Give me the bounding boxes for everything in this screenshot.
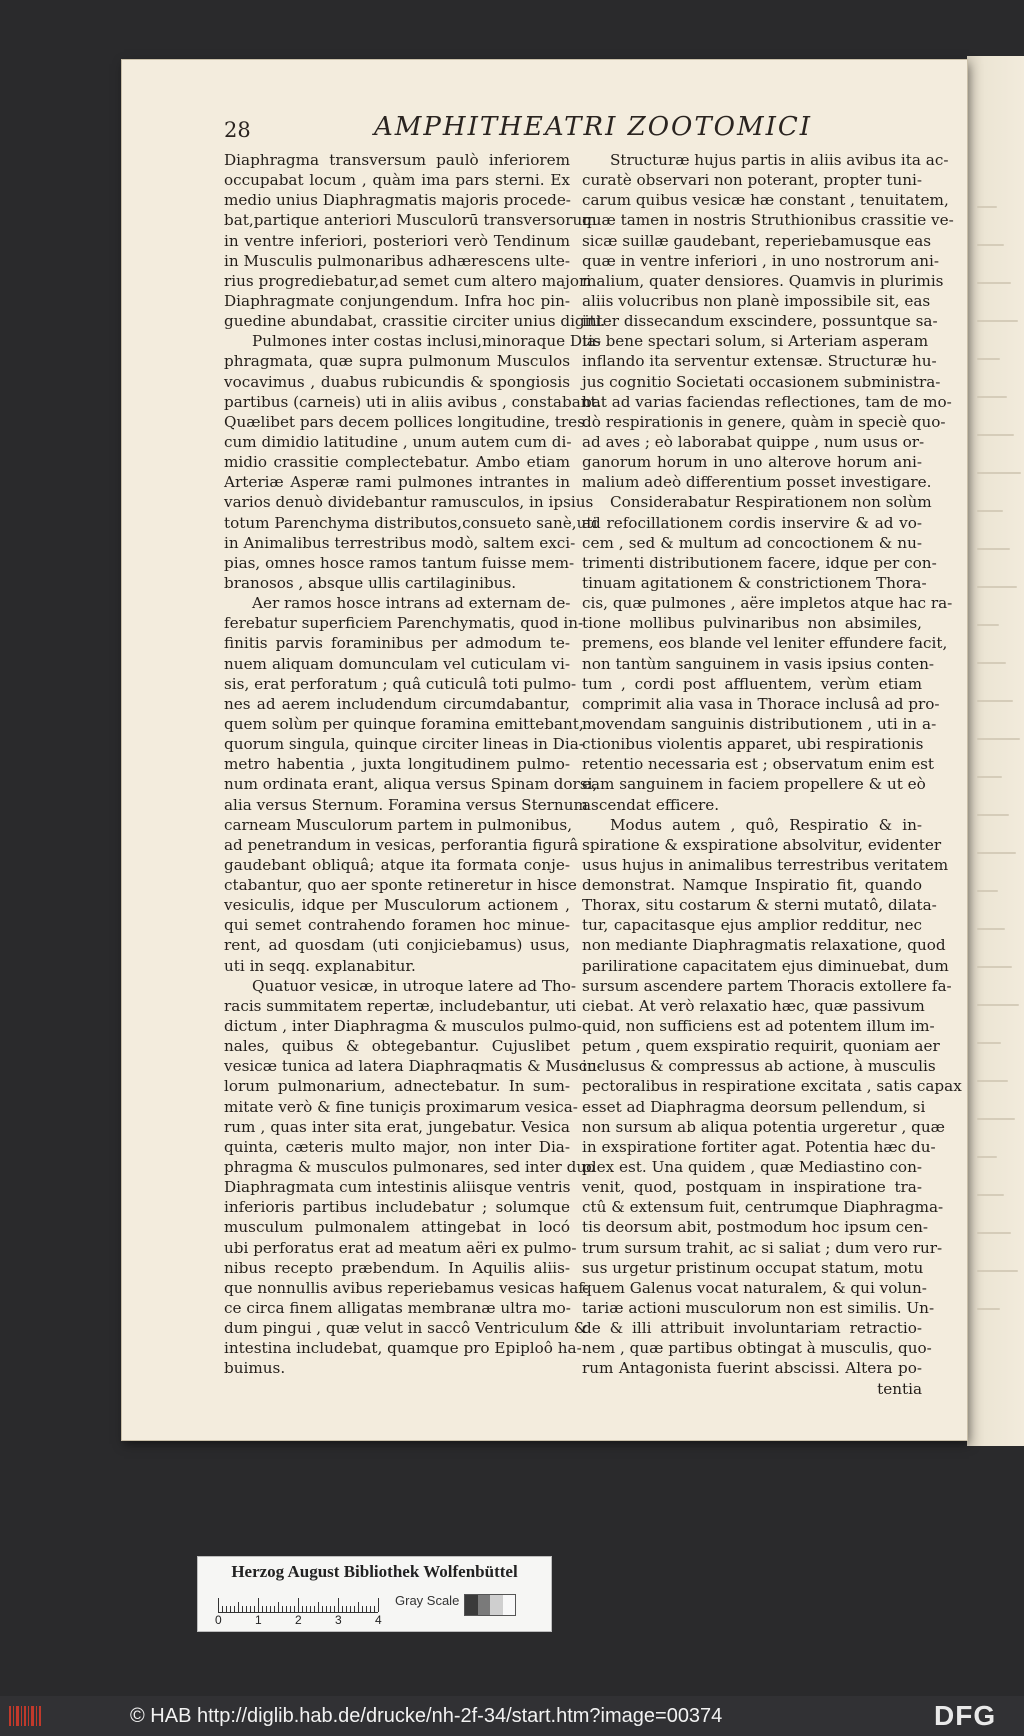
text-line: midio crassitie complectebatur. Ambo etiam <box>224 453 570 472</box>
text-line: dum pingui , quæ velut in saccô Ventriculum & <box>224 1319 588 1338</box>
text-line: plex est. Una quidem , quæ Mediastino con- <box>582 1158 922 1177</box>
text-line: uti in seqq. explanabitur. <box>224 956 416 975</box>
ruler-tick <box>262 1606 263 1612</box>
ruler-tick <box>374 1606 375 1612</box>
text-line: ctabantur, quo aer sponte retineretur in hisce <box>224 876 577 895</box>
text-line: pariliratione capacitatem ejus diminuebat, dum <box>582 956 949 975</box>
bleed-through-line <box>977 624 999 626</box>
ruler-tick <box>298 1598 299 1612</box>
text-line: Pulmones inter costas inclusi,minoraque Dia- <box>252 332 602 351</box>
ruler-tick <box>350 1606 351 1612</box>
text-line: demonstrat. Namque Inspiratio fit, quando <box>582 876 922 895</box>
text-line: inflando ita serventur extensæ. Structuræ hu- <box>582 352 937 371</box>
text-line: num ordinata erant, aliqua versus Spinam dorsi, <box>224 775 598 794</box>
copyright-url[interactable]: © HAB http://diglib.hab.de/drucke/nh-2f-34/start.htm?image=00374 <box>130 1705 723 1727</box>
bleed-through-line <box>977 1156 997 1158</box>
ruler-tick <box>302 1606 303 1612</box>
text-line: inter dissecandum exscindere, possuntque sa- <box>582 312 938 331</box>
text-line: finitis parvis foraminibus per admodum te- <box>224 634 570 653</box>
text-line: dictum , inter Diaphragma & musculos pulmo- <box>224 1017 582 1036</box>
text-line: dò respirationis in genere, quàm in speciè quo- <box>582 412 946 431</box>
text-line: ad refocillationem cordis inservire & ad vo- <box>582 513 922 532</box>
text-line: vocavimus , duabus rubicundis & spongiosis <box>224 372 570 391</box>
ruler-tick <box>338 1598 339 1612</box>
bleed-through-line <box>977 1308 1000 1310</box>
text-line: metro habentia , juxta longitudinem pulmo- <box>224 755 570 774</box>
ruler-tick <box>366 1606 367 1612</box>
text-line: bat,partique anteriori Musculorū transversorum <box>224 211 597 230</box>
text-line: premens, eos blande vel leniter effundere facit, <box>582 634 948 653</box>
ruler-tick <box>234 1606 235 1612</box>
text-line: quid, non sufficiens est ad potentem illum im- <box>582 1017 935 1036</box>
text-line: esset ad Diaphragma deorsum pellendum, si <box>582 1097 926 1116</box>
ruler-tick <box>318 1602 319 1612</box>
ruler-tick <box>314 1606 315 1612</box>
swatch-white <box>503 1595 516 1615</box>
text-line: nes ad aerem includendum circumdabantur, <box>224 694 570 713</box>
text-line: gaudebant obliquâ; atque ita formata conje- <box>224 855 570 874</box>
bleed-through-line <box>977 510 1003 512</box>
bleed-through-line <box>977 472 1021 474</box>
text-line: tinuam agitationem & constrictionem Thora- <box>582 573 927 592</box>
text-line: malium, quater densiores. Quamvis in plurimis <box>582 271 944 290</box>
ruler-tick <box>218 1598 219 1612</box>
bleed-through-line <box>977 966 1012 968</box>
text-line: nales, quibus & obtegebantur. Cujuslibet <box>224 1037 570 1056</box>
dfg-logo: DFG <box>934 1700 997 1731</box>
text-line: quorum singula, quinque circiter lineas in Dia- <box>224 735 584 754</box>
text-line: ctionibus violentis apparet, ubi respirationis <box>582 735 924 754</box>
bleed-through-line <box>977 776 1002 778</box>
text-line: comprimit alia vasa in Thorace inclusâ ad pro- <box>582 694 940 713</box>
text-line: rent, ad quosdam (uti conjiciebamus) usus, <box>224 936 570 955</box>
text-line: ferebatur superficiem Parenchymatis, quod in- <box>224 614 584 633</box>
text-line: tis deorsum abit, postmodum hoc ipsum cen- <box>582 1218 928 1237</box>
text-line: ganorum horum in uno alterove horum ani- <box>582 453 922 472</box>
bleed-through-line <box>977 1118 1015 1120</box>
text-line: aliis volucribus non planè impossibile sit, eas <box>582 291 931 310</box>
bleed-through-line <box>977 206 997 208</box>
ruler-tick <box>230 1606 231 1612</box>
text-line: quæ in ventre inferiori , in uno nostrorum ani- <box>582 251 940 270</box>
text-line: tur, capacitasque ejus amplior redditur, nec <box>582 916 922 935</box>
text-line: malium adeò differentium posset investigare. <box>582 473 932 492</box>
bleed-through-line <box>977 434 1014 436</box>
text-line: nem , quæ partibus obtingat à musculis, quo- <box>582 1339 932 1358</box>
text-line: trum sursum trahit, ac si saliat ; dum vero rur- <box>582 1238 943 1257</box>
bleed-through-line <box>977 358 1000 360</box>
swatch-mid <box>478 1595 491 1615</box>
ruler-tick <box>322 1606 323 1612</box>
text-line: branosos , absque ullis cartilaginibus. <box>224 573 517 592</box>
ruler-label: 0 <box>215 1613 222 1627</box>
bleed-through-line <box>977 1232 1011 1234</box>
text-line: retentio necessaria est ; observatum enim est <box>582 755 935 774</box>
ruler-tick <box>370 1606 371 1612</box>
running-head <box>224 112 813 150</box>
bleed-through-line <box>977 700 1013 702</box>
ruler-tick <box>254 1606 255 1612</box>
right-text-column <box>582 150 962 1399</box>
page-number: 28 <box>224 118 251 142</box>
text-line: petum , quem exspiratio requirit, quoniam aer <box>582 1037 940 1056</box>
bleed-through-line <box>977 1004 1019 1006</box>
ruler-tick <box>250 1606 251 1612</box>
text-line: non tantùm sanguinem in vasis ipsius conten- <box>582 654 935 673</box>
text-line: varios denuò dividebantur ramusculos, in ipsius <box>224 493 594 512</box>
text-line: Diaphragmata cum intestinis aliisque ventris <box>224 1178 571 1197</box>
text-line: rum Antagonista fuerint abscissi. Altera po- <box>582 1359 922 1378</box>
ruler-tick <box>282 1606 283 1612</box>
text-line: quem solùm per quinque foramina emittebant, <box>224 714 584 733</box>
bleed-through-line <box>977 1270 1018 1272</box>
ruler-tick <box>286 1606 287 1612</box>
text-line: in Musculis pulmonaribus adhærescens ulte- <box>224 251 570 270</box>
text-line: mitate verò & fine tuniçis proximarum vesica- <box>224 1097 578 1116</box>
text-line: tis bene spectari solum, si Arteriam asperam <box>582 332 929 351</box>
text-line: rum , quas inter sita erat, jungebatur. Vesica <box>224 1117 570 1136</box>
text-line: Arteriæ Asperæ rami pulmones intrantes in <box>224 473 570 492</box>
text-line: usus hujus in animalibus terrestribus veritatem <box>582 855 949 874</box>
bleed-through-line <box>977 662 1006 664</box>
library-name: Herzog August Bibliothek Wolfenbüttel <box>231 1562 518 1581</box>
bleed-through-line <box>977 320 1018 322</box>
ruler-tick <box>274 1606 275 1612</box>
ruler-tick <box>258 1598 259 1612</box>
text-line: bat ad varias faciendas reflectiones, tam de mo- <box>582 392 952 411</box>
ruler-tick <box>342 1606 343 1612</box>
text-line: rius progrediebatur,ad semet cum altero majori <box>224 271 592 290</box>
text-line: totum Parenchyma distributos,consueto sanè,uti <box>224 513 598 532</box>
text-line: Considerabatur Respirationem non solùm <box>610 493 932 512</box>
gray-scale-swatches <box>464 1594 516 1616</box>
ruler-tick <box>334 1606 335 1612</box>
text-line: Modus autem , quô, Respiratio & in- <box>610 815 922 834</box>
text-line: phragma & musculos pulmonares, sed inter duo <box>224 1158 596 1177</box>
text-line: occupabat locum , quàm ima pars sterni. Ex <box>224 171 570 190</box>
ruler-tick <box>226 1606 227 1612</box>
text-line: sus urgetur pristinum occupat statum, motu <box>582 1258 924 1277</box>
text-line: carneam Musculorum partem in pulmonibus, <box>224 815 573 834</box>
text-line: ad penetrandum in vesicas, perforantia figurâ <box>224 835 579 854</box>
text-line: non sursum ab aliqua potentia urgeretur , quæ <box>582 1117 945 1136</box>
ruler-scale <box>218 1590 378 1613</box>
library-color-card <box>197 1556 552 1632</box>
text-line: guedine abundabat, crassitie circiter unius digiti. <box>224 312 606 331</box>
text-line: que nonnullis avibus reperiebamus vesicas haf- <box>224 1278 589 1297</box>
barcode-icon <box>8 1704 44 1728</box>
bleed-through-line <box>977 890 998 892</box>
text-line: ce circa finem alligatas membranæ ultra mo- <box>224 1299 571 1318</box>
text-line: non mediante Diaphragmatis relaxatione, quod <box>582 936 946 955</box>
ruler-label: 2 <box>295 1613 302 1627</box>
text-line: Structuræ hujus partis in aliis avibus ita ac- <box>610 151 949 169</box>
text-line: ctû & extensum fuit, centrumque Diaphragma- <box>582 1198 944 1217</box>
text-line: quem Galenus vocat naturalem, & qui volun- <box>582 1278 927 1297</box>
swatch-dark <box>465 1595 478 1615</box>
bleed-through-line <box>977 1080 1008 1082</box>
ruler-tick <box>278 1602 279 1612</box>
text-line: phragmata, quæ supra pulmonum Musculos <box>224 352 570 371</box>
bleed-through-line <box>977 1194 1004 1196</box>
ruler-tick <box>222 1606 223 1612</box>
text-line: inclusus & compressus ab actione, à musculis <box>582 1057 936 1076</box>
ruler-label: 4 <box>375 1613 382 1627</box>
bleed-through-line <box>977 814 1009 816</box>
text-line: tione mollibus pulvinaribus non absimiles, <box>582 614 922 633</box>
text-line: inferioris partibus includebatur ; solumque <box>224 1198 570 1217</box>
ruler-tick <box>310 1606 311 1612</box>
text-line: Thorax, situ costarum & sterni mutatô, dilata- <box>582 896 937 915</box>
text-line: trimenti distributionem facere, idque per con- <box>582 553 937 572</box>
bleed-through-line <box>977 852 1016 854</box>
ruler-tick <box>266 1606 267 1612</box>
text-line: carum quibus vesicæ hæ constant , tenuitatem, <box>582 191 949 210</box>
bleed-through-line <box>977 396 1007 398</box>
bleed-through-line <box>977 928 1005 930</box>
text-line: buimus. <box>224 1359 286 1378</box>
bleed-through-line <box>977 548 1010 550</box>
text-line: tum , cordi post affluentem, verùm etiam <box>582 674 922 693</box>
ruler-tick <box>346 1606 347 1612</box>
text-line: partibus (carneis) uti in aliis avibus , constabant. <box>224 392 602 411</box>
text-line: cum dimidio latitudine , unum autem cum di- <box>224 432 572 451</box>
text-line: in ventre inferiori, posteriori verò Tendinum <box>224 231 570 250</box>
text-line: curatè observari non poterant, propter tuni- <box>582 171 923 190</box>
text-line: eam sanguinem in faciem propellere & ut eò <box>582 775 926 794</box>
text-line: Diaphragmate conjungendum. Infra hoc pin- <box>224 291 570 310</box>
bleed-through-line <box>977 282 1011 284</box>
text-line: tariæ actioni musculorum non est similis. Un- <box>582 1299 935 1318</box>
text-line: pias, omnes hosce ramos tantum fuisse mem- <box>224 553 575 572</box>
text-line: nibus recepto præbendum. In Aquilis aliis- <box>224 1258 570 1277</box>
bleed-through-line <box>977 244 1004 246</box>
text-line: medio unius Diaphragmatis majoris procede- <box>224 191 571 210</box>
text-line: Diaphragma transversum paulò inferiorem <box>224 151 570 169</box>
text-line: Quælibet pars decem pollices longitudine, tres <box>224 412 585 431</box>
text-line: cis, quæ pulmones , aëre impletos atque hac ra- <box>582 594 953 613</box>
text-line: in exspiratione fortiter agat. Potentia hæc du- <box>582 1137 936 1156</box>
text-line: lorum pulmonarium, adnectebatur. In sum- <box>224 1077 570 1096</box>
text-line: pectoralibus in respiratione excitata , satis capax <box>582 1077 962 1096</box>
ruler-label: 3 <box>335 1613 342 1627</box>
ruler-label: 1 <box>255 1613 262 1627</box>
footer-bar <box>0 1696 1024 1736</box>
swatch-light <box>490 1595 503 1615</box>
text-line: sursum ascendere partem Thoracis extollere fa- <box>582 976 952 995</box>
text-line: sis, erat perforatum ; quâ cuticulâ toti pulmo- <box>224 674 577 693</box>
left-text-column <box>224 150 606 1379</box>
facing-page-edge <box>967 56 1024 1446</box>
bleed-through-line <box>977 586 1017 588</box>
text-line: cem , sed & multum ad concoctionem & nu- <box>582 533 922 552</box>
text-line: alia versus Sternum. Foramina versus Sternum <box>224 795 588 814</box>
ruler-tick <box>378 1598 379 1612</box>
text-line: vesicæ tunica ad latera Diaphraqmatis & Muscu- <box>224 1057 603 1076</box>
text-line: jus cognitio Societati occasionem subministra- <box>582 372 941 391</box>
ruler-tick <box>290 1606 291 1612</box>
text-line: tentia <box>877 1379 922 1398</box>
text-line: nuem aliquam domunculam vel cuticulam vi- <box>224 654 570 673</box>
ruler-tick <box>362 1606 363 1612</box>
ruler-tick <box>358 1602 359 1612</box>
text-line: intestina includebat, quamque pro Epiploô ha- <box>224 1339 582 1358</box>
text-line: racis summitatem repertæ, includebantur, uti <box>224 996 577 1015</box>
ruler-tick <box>270 1606 271 1612</box>
text-line: quinta, cæteris multo major, non inter Dia- <box>224 1137 570 1156</box>
text-line: spiratione & exspiratione absolvitur, evidenter <box>582 835 942 854</box>
text-line: de & illi attribuit involuntariam retractio- <box>582 1319 922 1338</box>
text-line: Quatuor vesicæ, in utroque latere ad Tho- <box>252 976 577 995</box>
ruler-tick <box>354 1606 355 1612</box>
text-line: ascendat efficere. <box>582 795 720 814</box>
bleed-through-line <box>977 1042 1001 1044</box>
text-line: ad aves ; eò laborabat quippe , num usus or- <box>582 432 925 451</box>
bleed-through-line <box>977 738 1020 740</box>
ruler-tick <box>330 1606 331 1612</box>
text-line: Aer ramos hosce intrans ad externam de- <box>252 594 571 613</box>
ruler-tick <box>306 1606 307 1612</box>
text-line: in Animalibus terrestribus modò, saltem exci- <box>224 533 576 552</box>
text-line: ubi perforatus erat ad meatum aëri ex pulmo- <box>224 1238 577 1257</box>
ruler-tick <box>326 1606 327 1612</box>
text-line: qui semet contrahendo foramen hoc minue- <box>224 916 570 935</box>
text-line: venit, quod, postquam in inspiratione tra- <box>582 1178 922 1197</box>
text-line: sicæ suillæ gaudebant, reperiebamusque eas <box>582 231 932 250</box>
ruler-tick <box>294 1606 295 1612</box>
ruler-tick <box>242 1606 243 1612</box>
ruler-tick <box>238 1602 239 1612</box>
text-line: movendam sanguinis distributionem , uti in a- <box>582 714 937 733</box>
text-line: ciebat. At verò relaxatio hæc, quæ passivum <box>582 996 925 1015</box>
ruler-tick <box>246 1606 247 1612</box>
text-line: quæ tamen in nostris Struthionibus crassitie ve- <box>582 211 954 230</box>
header-title: AMPHITHEATRI ZOOTOMICI <box>374 112 813 142</box>
gray-scale-label: Gray Scale <box>395 1593 460 1608</box>
text-line: musculum pulmonalem attingebat in locó <box>224 1218 570 1237</box>
text-line: vesiculis, idque per Musculorum actionem , <box>224 896 570 915</box>
